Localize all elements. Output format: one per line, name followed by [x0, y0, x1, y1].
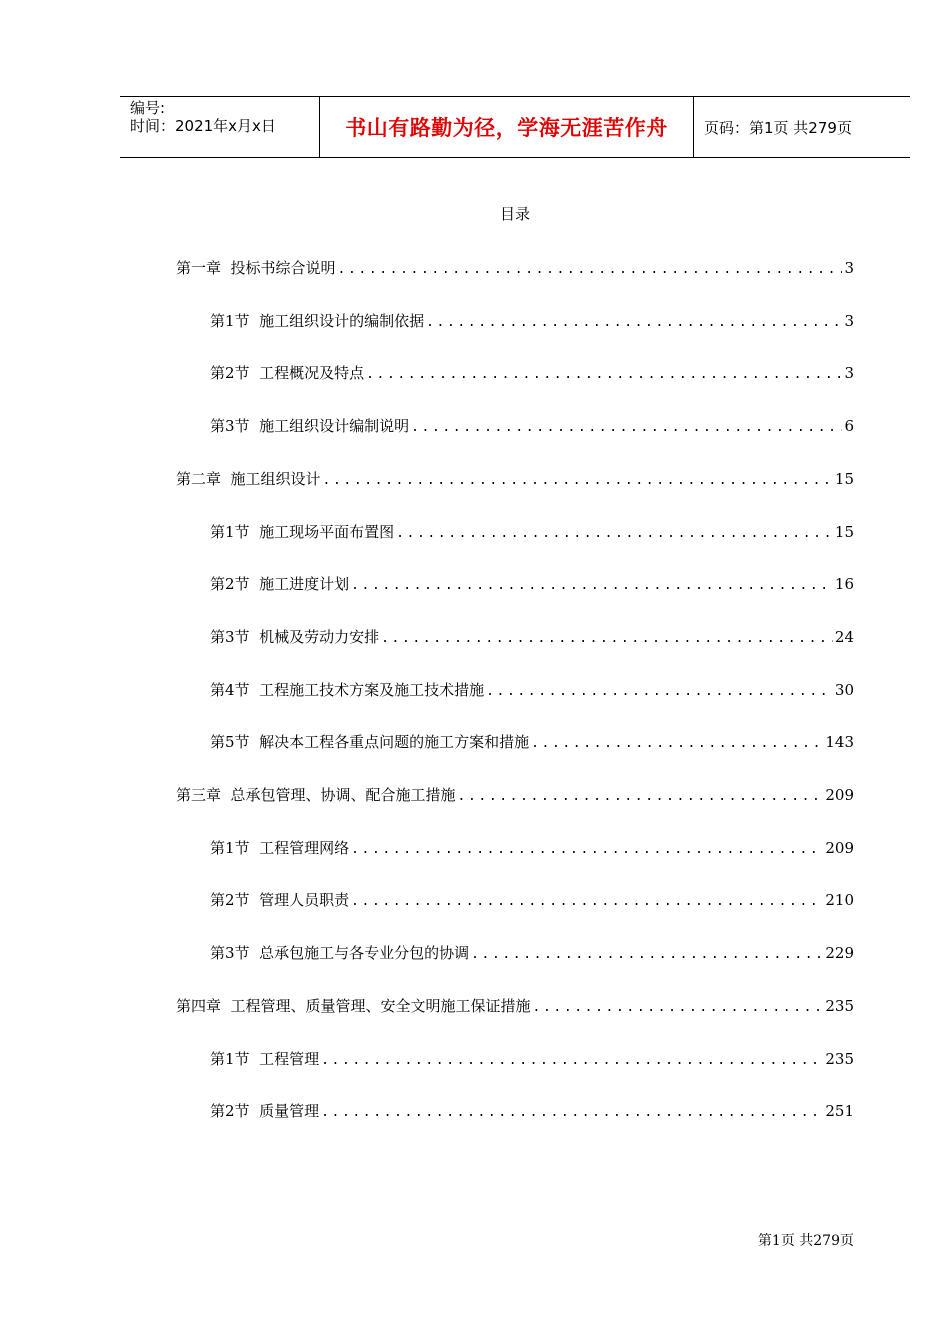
- toc-entry-label: 第1节 工程管理网络: [210, 838, 350, 857]
- toc-entry-section[interactable]: [210, 415, 854, 437]
- toc-entry-page: 209: [825, 786, 854, 804]
- page-header: [120, 96, 910, 158]
- toc-entry-chapter[interactable]: [176, 257, 854, 279]
- toc-entry-label: 第2节 管理人员职责: [210, 891, 350, 910]
- toc-entry-page: 24: [834, 627, 854, 646]
- toc-entry-section[interactable]: [210, 573, 854, 595]
- toc-leader-dots: [381, 631, 833, 646]
- toc-leader-dots: [321, 1105, 823, 1120]
- toc-leader-dots: [471, 947, 823, 962]
- toc-leader-dots: [323, 473, 833, 488]
- toc-leader-dots: [321, 1053, 823, 1068]
- toc-entry-label: 第2节 质量管理: [210, 1102, 320, 1121]
- document-number-label: 编号:: [130, 99, 166, 117]
- toc-entry-label: 第二章 施工组织设计: [176, 469, 321, 488]
- toc-leader-dots: [411, 420, 842, 435]
- toc-entry-label: 第2节 施工进度计划: [210, 575, 350, 594]
- toc-entry-page: 251: [825, 1102, 854, 1121]
- toc-entry-section[interactable]: [210, 521, 854, 543]
- toc-entry-section[interactable]: [210, 942, 854, 964]
- toc-entry-label: 第3节 总承包施工与各专业分包的协调: [210, 944, 470, 963]
- toc-leader-dots: [533, 1000, 824, 1015]
- toc-leader-dots: [338, 262, 843, 277]
- toc-entry-label: 第一章 投标书综合说明: [176, 259, 336, 277]
- toc-entry-label: 第4节 工程施工技术方案及施工技术措施: [210, 680, 485, 699]
- toc-leader-dots: [426, 315, 842, 330]
- toc-leader-dots: [351, 578, 833, 593]
- toc-entry-section[interactable]: [210, 626, 854, 648]
- toc-entry-section[interactable]: [210, 679, 854, 701]
- toc-entry-page: 16: [834, 575, 854, 594]
- toc-entry-section[interactable]: [210, 731, 854, 753]
- header-meta: [120, 97, 320, 157]
- toc-entry-page: 6: [844, 417, 854, 436]
- toc-entry-chapter[interactable]: [176, 995, 854, 1017]
- toc-entry-section[interactable]: [210, 362, 854, 384]
- toc-entry-label: 第四章 工程管理、质量管理、安全文明施工保证措施: [176, 996, 531, 1015]
- toc-leader-dots: [531, 736, 823, 751]
- toc-entry-chapter[interactable]: [176, 468, 854, 490]
- header-motto: 书山有路勤为径，学海无涯苦作舟: [320, 97, 694, 157]
- toc-entry-page: 235: [825, 1049, 854, 1068]
- toc-leader-dots: [396, 526, 833, 541]
- toc-leader-dots: [458, 789, 824, 804]
- toc-entry-section[interactable]: [210, 889, 854, 911]
- toc-entry-page: 3: [844, 259, 854, 277]
- toc-entry-section[interactable]: [210, 1100, 854, 1122]
- toc-entry-label: 第3节 机械及劳动力安排: [210, 627, 380, 646]
- toc-title: 目录: [499, 205, 530, 223]
- toc-entry-label: 第三章 总承包管理、协调、配合施工措施: [176, 786, 456, 804]
- toc-entry-page: 229: [825, 944, 854, 963]
- toc-entry-chapter[interactable]: [176, 784, 854, 806]
- footer-page-info: 第1页 共279页: [757, 1233, 854, 1249]
- toc-entry-label: 第5节 解决本工程各重点问题的施工方案和措施: [210, 733, 530, 752]
- toc-entry-page: 210: [825, 891, 854, 910]
- toc-entry-page: 209: [825, 838, 854, 857]
- header-page-info: 页码：第1页 共279页: [704, 118, 852, 137]
- toc-entry-section[interactable]: [210, 310, 854, 332]
- toc-entry-page: 15: [834, 469, 854, 488]
- toc-leader-dots: [351, 842, 823, 857]
- toc-entry-label: 第1节 施工现场平面布置图: [210, 522, 395, 541]
- toc-entry-section[interactable]: [210, 1048, 854, 1070]
- toc-leader-dots: [366, 367, 842, 382]
- toc-entry-section[interactable]: [210, 837, 854, 859]
- document-time: 时间：2021年x月x日: [130, 117, 276, 135]
- toc-entry-label: 第3节 施工组织设计编制说明: [210, 417, 410, 436]
- toc-entry-page: 143: [825, 733, 854, 752]
- toc-entry-page: 3: [844, 364, 854, 383]
- toc-entry-page: 3: [844, 311, 854, 330]
- toc-leader-dots: [351, 894, 823, 909]
- toc-leader-dots: [486, 684, 833, 699]
- toc-entry-page: 15: [834, 522, 854, 541]
- toc-entry-page: 30: [834, 680, 854, 699]
- toc-entry-label: 第1节 工程管理: [210, 1049, 320, 1068]
- toc-entry-label: 第2节 工程概况及特点: [210, 364, 365, 383]
- toc-entry-page: 235: [825, 996, 854, 1015]
- toc-entry-label: 第1节 施工组织设计的编制依据: [210, 311, 425, 330]
